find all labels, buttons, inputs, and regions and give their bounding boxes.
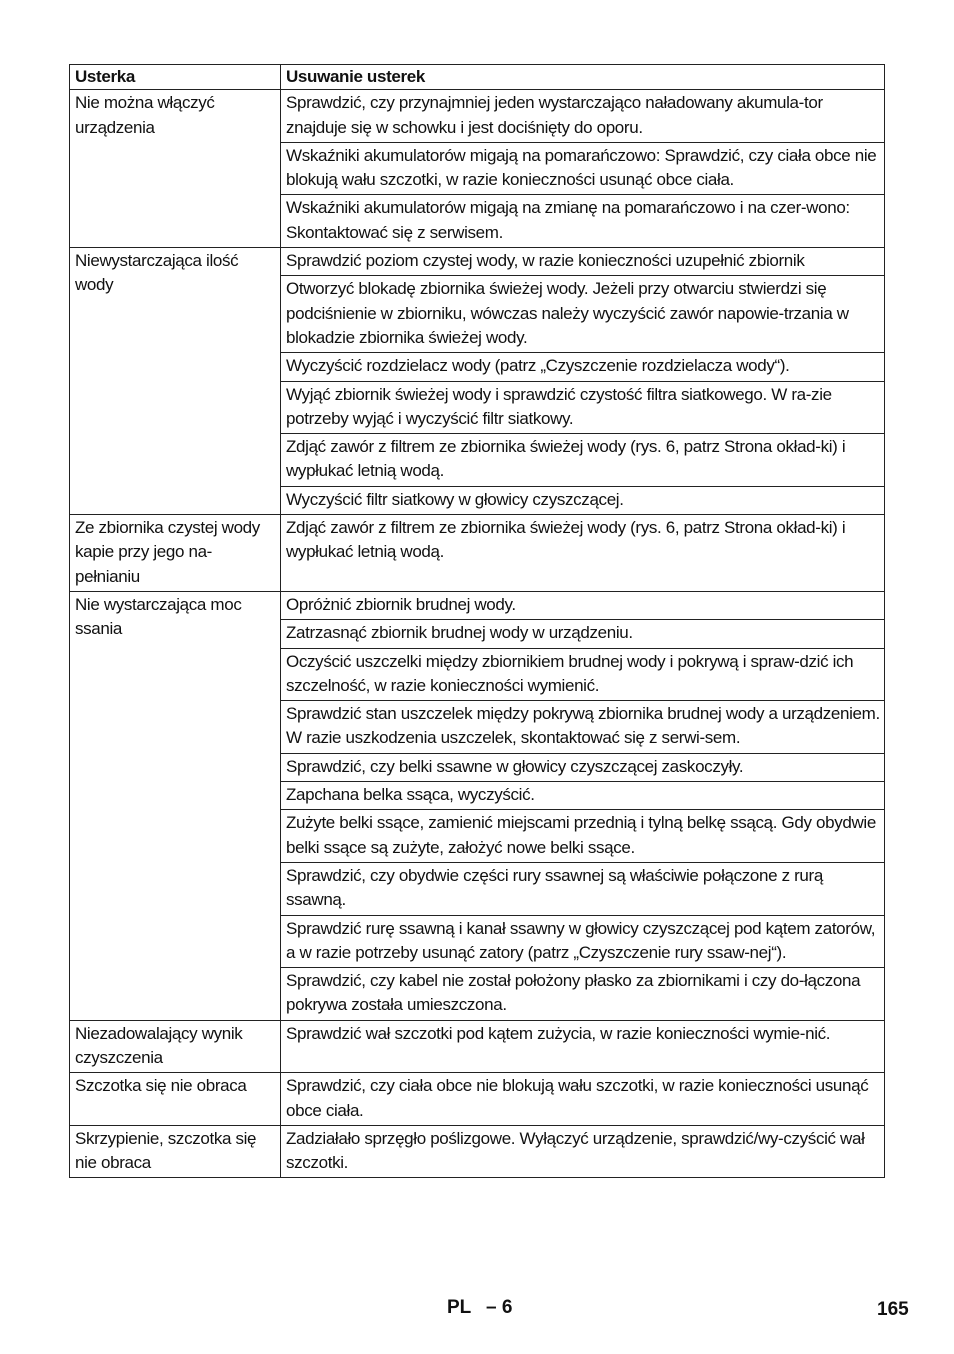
remedy-cell: Sprawdzić wał szczotki pod kątem zużycia, w razie konieczności wymie-nić. bbox=[281, 1020, 885, 1073]
remedy-cell: Zatrzasnąć zbiornik brudnej wody w urządzeniu. bbox=[281, 620, 885, 648]
table-body bbox=[70, 90, 885, 1178]
remedy-cell: Sprawdzić, czy belki ssawne w głowicy czyszczącej zaskoczyły. bbox=[281, 753, 885, 781]
remedy-cell: Wyjąć zbiornik świeżej wody i sprawdzić czystość filtra siatkowego. W ra-zie potrzeby wyjąć i wyczyścić filtr siatkowy. bbox=[281, 381, 885, 434]
remedy-cell: Zużyte belki ssące, zamienić miejscami przednią i tylną belkę ssącą. Gdy obydwie belki ssące są zużyte, założyć nowe belki ssące. bbox=[281, 810, 885, 863]
remedy-cell: Wskaźniki akumulatorów migają na zmianę na pomarańczowo i na czer-wono: Skontaktować się z serwisem. bbox=[281, 195, 885, 248]
remedy-cell: Zadziałało sprzęgło poślizgowe. Wyłączyć urządzenie, sprawdzić/wy-czyścić wał szczotki. bbox=[281, 1125, 885, 1178]
remedy-cell: Otworzyć blokadę zbiornika świeżej wody. Jeżeli przy otwarciu stwierdzi się podciśnienie w zbiorniku, wówczas należy wyczyścić zawór napowie-trzania w blokadzie zbiornika świeżej wody. bbox=[281, 276, 885, 353]
fault-cell: Szczotka się nie obraca bbox=[70, 1073, 281, 1126]
table-row bbox=[70, 591, 885, 619]
remedy-cell: Sprawdzić poziom czystej wody, w razie konieczności uzupełnić zbiornik bbox=[281, 248, 885, 276]
column-header-remedy: Usuwanie usterek bbox=[281, 65, 885, 90]
table-row bbox=[70, 248, 885, 276]
remedy-cell: Zapchana belka ssąca, wyczyścić. bbox=[281, 782, 885, 810]
footer-section-page: – 6 bbox=[486, 1297, 513, 1318]
table-row bbox=[70, 1125, 885, 1178]
table-row bbox=[70, 1073, 885, 1126]
table-row bbox=[70, 515, 885, 592]
remedy-cell: Sprawdzić rurę ssawną i kanał ssawny w głowicy czyszczącej pod kątem zatorów, a w razie potrzeby usunąć zatory (patrz „Czyszczenie rury ssaw-nej“). bbox=[281, 915, 885, 968]
remedy-cell: Wyczyścić rozdzielacz wody (patrz „Czyszczenie rozdzielacza wody“). bbox=[281, 353, 885, 381]
column-header-fault: Usterka bbox=[70, 65, 281, 90]
fault-cell: Skrzypienie, szczotka się nie obraca bbox=[70, 1125, 281, 1178]
fault-cell: Nie można włączyć urządzenia bbox=[70, 90, 281, 248]
footer-page-number: 165 bbox=[877, 1299, 909, 1320]
remedy-cell: Sprawdzić, czy ciała obce nie blokują wału szczotki, w razie konieczności usunąć obce ciała. bbox=[281, 1073, 885, 1126]
table-header-row bbox=[70, 65, 885, 90]
troubleshooting-table bbox=[69, 64, 885, 1178]
remedy-cell: Wskaźniki akumulatorów migają na pomarańczowo: Sprawdzić, czy ciała obce nie blokują wału szczotki, w razie konieczności usunąć obce ciała. bbox=[281, 142, 885, 195]
remedy-cell: Oczyścić uszczelki między zbiornikiem brudnej wody i pokrywą i spraw-dzić ich szczelność, w razie konieczności wymienić. bbox=[281, 648, 885, 701]
fault-cell: Nie wystarczająca moc ssania bbox=[70, 591, 281, 1020]
fault-cell: Niezadowalający wynik czyszczenia bbox=[70, 1020, 281, 1073]
remedy-cell: Wyczyścić filtr siatkowy w głowicy czyszczącej. bbox=[281, 486, 885, 514]
remedy-cell: Zdjąć zawór z filtrem ze zbiornika świeżej wody (rys. 6, patrz Strona okład-ki) i wypłukać letnią wodą. bbox=[281, 515, 885, 592]
fault-cell: Niewystarczająca ilość wody bbox=[70, 248, 281, 515]
table-row bbox=[70, 1020, 885, 1073]
fault-cell: Ze zbiornika czystej wody kapie przy jego na-pełnianiu bbox=[70, 515, 281, 592]
remedy-cell: Zdjąć zawór z filtrem ze zbiornika świeżej wody (rys. 6, patrz Strona okład-ki) i wypłukać letnią wodą. bbox=[281, 434, 885, 487]
remedy-cell: Sprawdzić, czy obydwie części rury ssawnej są właściwie połączone z rurą ssawną. bbox=[281, 862, 885, 915]
table-row bbox=[70, 90, 885, 143]
remedy-cell: Sprawdzić stan uszczelek między pokrywą zbiornika brudnej wody a urządzeniem. W razie uszkodzenia uszczelek, skontaktować się z serwi-sem. bbox=[281, 701, 885, 754]
remedy-cell: Sprawdzić, czy przynajmniej jeden wystarczająco naładowany akumula-tor znajduje się w schowku i jest dociśnięty do oporu. bbox=[281, 90, 885, 143]
footer-language: PL bbox=[447, 1297, 472, 1318]
remedy-cell: Sprawdzić, czy kabel nie został położony płasko za zbiornikami i czy do-łączona pokrywa została umieszczona. bbox=[281, 968, 885, 1021]
remedy-cell: Opróżnić zbiornik brudnej wody. bbox=[281, 591, 885, 619]
